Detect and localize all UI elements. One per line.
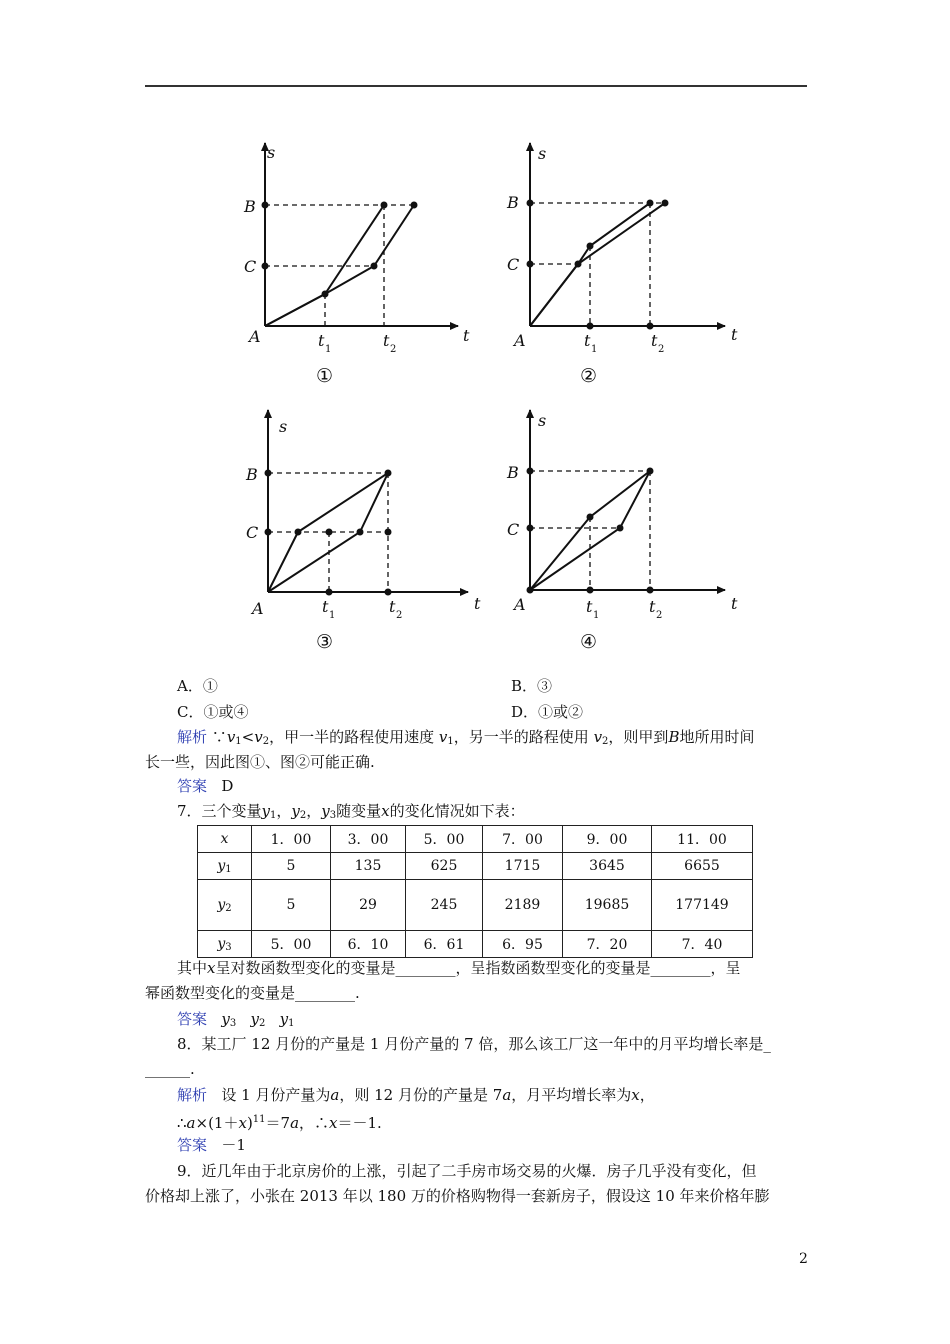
fig1-c-label: C (244, 257, 257, 276)
fig3-s-label: s (279, 417, 288, 436)
option-b: B．③ (511, 677, 553, 695)
table-row: x 1．00 3．00 5．00 7．00 9．00 11．00 (198, 826, 753, 853)
fig2-a-label: A (514, 331, 526, 350)
q8-analysis-line2: $\therefore a\times(1+x)^{11}=7a$，∴x＝－1. (177, 1114, 382, 1132)
q9-line2: 价格却上涨了，小张在 2013 年以 180 万的价格购物得一套新房子，假设这 10 年来价格年膨 (145, 1187, 770, 1205)
figure-1 (243, 143, 470, 387)
option-d: D．①或② (511, 703, 584, 721)
fig1-t2-label: t (383, 331, 390, 350)
fig3-t1-label: t (322, 597, 329, 616)
q9-line1: 9．近几年由于北京房价的上涨，引起了二手房市场交易的火爆．房子几乎没有变化，但 (177, 1162, 757, 1180)
fig2-t2-label: t (651, 331, 658, 350)
fig1-a-label: A (249, 327, 261, 346)
option-a: A．① (177, 677, 218, 695)
fig2-caption: ② (580, 365, 598, 387)
figure-2 (506, 143, 738, 387)
svg-text:2: 2 (656, 610, 663, 621)
svg-text:1: 1 (329, 610, 336, 621)
svg-text:1: 1 (593, 610, 600, 621)
fig4-c-label: C (507, 520, 520, 539)
page-number: 2 (799, 1251, 808, 1267)
q7-after-line1: 其中x呈对数函数型变化的变量是________，呈指数函数型变化的变量是________，呈 (177, 959, 741, 977)
fig3-t2-label: t (389, 597, 396, 616)
fig4-t2-label: t (649, 597, 656, 616)
fig2-t-label: t (731, 325, 738, 344)
fig1-s-label: s (267, 143, 276, 162)
q8-answer: 答案 －1 (177, 1136, 246, 1154)
fig1-b-label: B (244, 197, 256, 216)
svg-text:1: 1 (325, 344, 332, 355)
fig2-t1-label: t (584, 331, 591, 350)
figure-4 (506, 410, 738, 653)
fig2-c-label: C (507, 255, 520, 274)
figure-2-points (527, 200, 669, 330)
fig2-s-label: s (538, 144, 547, 163)
fig3-a-label: A (252, 599, 264, 618)
svg-text:2: 2 (658, 344, 665, 355)
q6-answer: 答案 D (177, 777, 234, 795)
fig3-t-label: t (474, 594, 481, 613)
figure-3 (245, 410, 481, 653)
q8-analysis-line1: 解析 设 1 月份产量为a，则 12 月份的产量是 7a，月平均增长率为x， (177, 1086, 655, 1104)
fig4-caption: ④ (580, 631, 598, 653)
q7-after-line2: 幂函数型变化的变量是________. (145, 984, 360, 1002)
svg-text:2: 2 (396, 610, 403, 621)
table-row: $y_2$ 5 29 245 2189 19685 177149 (198, 880, 753, 931)
fig3-caption: ③ (316, 631, 334, 653)
answer-label: 答案 (177, 777, 208, 795)
q6-analysis-line1: 解析 $\because v_1<v_2$，甲一半的路程使用速度 $v_1$，另一半的路程使用 $v_2$，则甲到B地所用时间 (177, 728, 755, 747)
fig4-s-label: s (538, 411, 547, 430)
svg-text:2: 2 (390, 344, 397, 355)
svg-text:1: 1 (591, 344, 598, 355)
fig4-t-label: t (731, 594, 738, 613)
fig4-t1-label: t (586, 597, 593, 616)
q7-answer: 答案 $y_3$ $y_2$ $y_1$ (177, 1010, 295, 1029)
answer-label: 答案 (177, 1136, 208, 1154)
fig3-b-label: B (246, 465, 258, 484)
fig4-a-label: A (514, 595, 526, 614)
fig1-t-label: t (463, 326, 470, 345)
q6-analysis-line2: 长一些，因此图①、图②可能正确. (145, 753, 375, 771)
q7-table (197, 825, 753, 958)
fig3-c-label: C (246, 523, 259, 542)
table-row: $y_1$ 5 135 625 1715 3645 6655 (198, 853, 753, 880)
figure-3-points (265, 470, 392, 596)
analysis-label: 解析 (177, 1086, 208, 1104)
q8-stem-line2: ______. (145, 1060, 195, 1078)
q8-stem: 8．某工厂 12 月份的产量是 1 月份产量的 7 倍，那么该工厂这一年中的月平均增长率是_ (177, 1035, 771, 1053)
fig2-b-label: B (507, 193, 519, 212)
fig1-t1-label: t (318, 331, 325, 350)
option-c: C．①或④ (177, 703, 249, 721)
answer-label: 答案 (177, 1010, 208, 1028)
q7-stem: 7．三个变量$y_1$，$y_2$，$y_3$随变量x的变化情况如下表： (177, 802, 525, 821)
fig4-b-label: B (507, 463, 519, 482)
table-row: $y_3$ 5．00 6．10 6．61 6．95 7．20 7．40 (198, 931, 753, 958)
figure-1-points (262, 202, 418, 298)
analysis-label: 解析 (177, 728, 208, 746)
fig1-caption: ① (316, 365, 334, 387)
